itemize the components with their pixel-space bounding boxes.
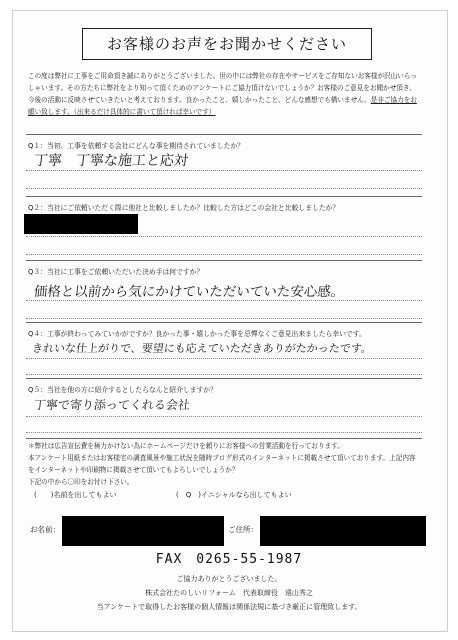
notes-divider — [26, 438, 422, 439]
q5-label: Q５：当社を他の方に紹介するとしたらなんと紹介しますか？ — [28, 386, 217, 394]
q4-rule-2 — [26, 374, 422, 375]
q1-label: Q１：当初、工事を依頼する会社にどんな事を期待されていましたか？ — [28, 142, 245, 150]
q3-label: Q３：当社に工事をご依頼いただいた決め手は何ですか？ — [28, 268, 204, 276]
intro-part2: 是非ご協力をお願い致します。（出来るだけ具体的に書いて頂ければ幸いです） — [28, 96, 417, 116]
name-redacted — [62, 516, 224, 546]
intro-text — [28, 70, 420, 118]
q2-divider — [26, 196, 422, 197]
q2-rule-1 — [26, 236, 422, 237]
intro-part1: この度は弊社に工事をご用命頂き誠にありがとうございました。世の中には弊社の存在やサービスをご存知ないお客様が沢山いらっしゃいます。その方たちに弊社をより知って頂くためのアンケートにご協力頂けないでしょうか？お客様のご意見をお聞かせ頂き、今後の活動に反映させていきたいと考えております。良かったこと、嬉しかったこと、どんな感想でも構いません。 — [28, 72, 418, 104]
option-initials-ok[interactable] — [176, 490, 292, 500]
fax-number: FAX 0265-55-1987 — [155, 552, 303, 567]
q3-divider — [26, 260, 422, 261]
q4-answer: きれいな仕上がりで、要望にも応えていただきありがたかったです。 — [31, 342, 373, 355]
q1-answer: 丁寧 丁寧な施工と応対 — [33, 153, 189, 169]
q5-answer: 丁寧で寄り添ってくれる会社 — [33, 398, 191, 412]
note-publish-permission: 本アンケート用紙またはお客様宅の調査風景や施工状況を随時ブログ形式のインターネットに掲載させて頂いております。上記内容をインターネットや印刷物に掲載させて頂いてもよろしいでしょうか？ — [28, 454, 416, 474]
option-name-ok-label: 名前を出してもよい — [53, 491, 117, 499]
footer-company: 株式会社たのしいリフォーム 代表取締役 遠山秀之 — [145, 589, 313, 597]
option-name-ok[interactable] — [34, 490, 116, 500]
option-initials-ok-label: イニシャルなら出してもよい — [200, 491, 292, 499]
q3-answer: 価格と以前から気にかけていただいていた安心感。 — [32, 284, 346, 300]
address-redacted — [260, 516, 426, 546]
survey-title: お客様のお声をお聞かせください — [82, 28, 372, 60]
address-label: ご住所： — [228, 525, 258, 534]
q3-rule-1 — [26, 300, 422, 301]
q2-label: Q２：当社にご依頼いただく際に他社と比較しましたか？比較した方はどこの会社と比較しましたか？ — [28, 204, 340, 212]
note-circle-instruction: 下記の中から〇印をお付け下さい。 — [28, 478, 134, 486]
q5-divider — [26, 378, 422, 379]
q1-divider — [26, 134, 422, 135]
q5-rule-2 — [26, 432, 422, 433]
q2-answer-redacted — [24, 214, 138, 234]
option-name-ok-mark: ( ) — [34, 491, 54, 499]
note-advertising: ＊弊社は広告宣伝費を極力かけない為にホームページだけを頼りにお客様への営業活動を行っております。 — [28, 442, 344, 450]
footer-privacy: 当アンケートで取得したお客様の個人情報は関係法規に基づき厳正に管理致します。 — [96, 603, 362, 611]
q5-rule-1 — [26, 416, 422, 417]
q4-divider — [26, 322, 422, 323]
q4-rule-1 — [26, 358, 422, 359]
q1-rule-2 — [26, 188, 422, 189]
name-label: お名前： — [30, 525, 60, 534]
q4-label: Q４：工事が終わってみていかがですか？良かった事・嬉しかった事を忌憚なくご意見出来ましたら幸いです。 — [28, 330, 366, 338]
footer-thanks: ご協力ありがとうございました。 — [176, 575, 282, 583]
q2-rule-2 — [26, 254, 422, 255]
q1-rule-1 — [26, 170, 422, 171]
option-initials-ok-mark: ( Q ) — [176, 491, 201, 499]
q3-rule-2 — [26, 318, 422, 319]
